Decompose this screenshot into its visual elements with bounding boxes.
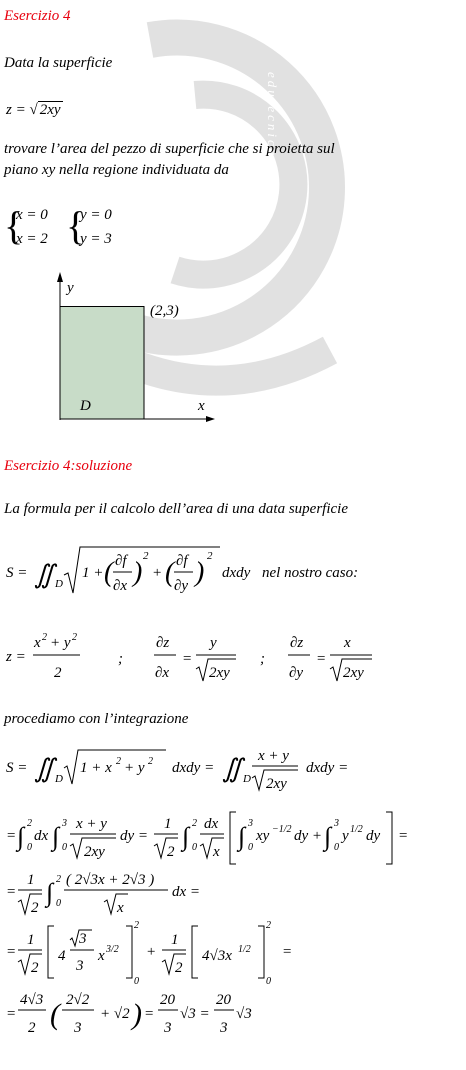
svg-text:∫: ∫ bbox=[324, 822, 332, 851]
svg-text:x + y: x + y bbox=[258, 748, 289, 764]
eq-y-3: y = 3 bbox=[80, 231, 112, 247]
svg-text:−1/2: −1/2 bbox=[272, 824, 292, 835]
svg-text:+: + bbox=[146, 944, 157, 960]
svg-text:(: ( bbox=[165, 557, 175, 588]
svg-text:2: 2 bbox=[27, 818, 32, 829]
svg-text:∬: ∬ bbox=[34, 560, 55, 589]
svg-text:2: 2 bbox=[72, 632, 77, 643]
svg-text:0: 0 bbox=[56, 898, 61, 909]
region-diagram bbox=[0, 270, 466, 430]
svg-text:∂f: ∂f bbox=[176, 553, 188, 569]
svg-text:): ) bbox=[195, 557, 205, 588]
svg-text:∬: ∬ bbox=[34, 754, 55, 783]
svg-text:): ) bbox=[132, 998, 142, 1031]
svg-text:=: = bbox=[6, 944, 17, 960]
svg-text:1/2: 1/2 bbox=[350, 824, 363, 835]
svg-text:;: ; bbox=[118, 651, 123, 667]
svg-text:(: ( bbox=[50, 998, 60, 1031]
svg-text:3: 3 bbox=[79, 931, 87, 947]
svg-text:∫: ∫ bbox=[17, 822, 25, 851]
svg-text:2√2: 2√2 bbox=[66, 992, 90, 1008]
svg-text:0: 0 bbox=[62, 842, 67, 853]
svg-text:2: 2 bbox=[143, 550, 149, 562]
svg-text:2: 2 bbox=[266, 920, 271, 931]
svg-text:0: 0 bbox=[192, 842, 197, 853]
svg-text:): ) bbox=[133, 557, 143, 588]
svg-text:√3 =: √3 = bbox=[180, 1006, 210, 1022]
svg-text:2: 2 bbox=[207, 550, 213, 562]
system-of-equations: { x = 0 x = 2 { y = 0 y = 3 bbox=[4, 203, 112, 248]
svg-text:3: 3 bbox=[220, 1020, 228, 1036]
area-formula bbox=[0, 535, 466, 605]
svg-text:3: 3 bbox=[62, 818, 67, 829]
svg-text:xy: xy bbox=[256, 828, 270, 844]
svg-text:+ √2: + √2 bbox=[100, 1006, 130, 1022]
eq-x-2: x = 2 bbox=[16, 231, 48, 247]
svg-text:∫: ∫ bbox=[46, 878, 54, 907]
svg-text:∬: ∬ bbox=[222, 754, 243, 783]
svg-text:2: 2 bbox=[31, 960, 39, 976]
svg-text:0: 0 bbox=[27, 842, 32, 853]
y-axis-label: y bbox=[67, 280, 74, 296]
solution-title: Esercizio 4:soluzione bbox=[4, 458, 133, 474]
svg-text:1: 1 bbox=[27, 872, 35, 888]
svg-text:2xy: 2xy bbox=[343, 665, 364, 681]
svg-text:=: = bbox=[6, 1006, 17, 1022]
svg-text:2: 2 bbox=[134, 920, 139, 931]
svg-text:2: 2 bbox=[116, 756, 121, 767]
svg-text:∂y: ∂y bbox=[174, 578, 189, 594]
svg-text:∂z: ∂z bbox=[290, 635, 304, 651]
svg-text:4: 4 bbox=[58, 948, 66, 964]
svg-text:dy: dy bbox=[366, 828, 381, 844]
svg-text:2xy: 2xy bbox=[266, 776, 287, 792]
svg-text:D: D bbox=[243, 773, 251, 785]
svg-text:dxdy =: dxdy = bbox=[306, 760, 349, 776]
svg-text:y: y bbox=[210, 635, 217, 651]
svg-text:dx =: dx = bbox=[172, 884, 201, 900]
surface-eq-lhs: z = bbox=[6, 102, 26, 118]
svg-text:2xy: 2xy bbox=[209, 665, 230, 681]
svg-text:∂x: ∂x bbox=[113, 578, 128, 594]
svg-text:∂x: ∂x bbox=[155, 665, 170, 681]
svg-text:x: x bbox=[117, 900, 124, 916]
svg-text:=: = bbox=[398, 828, 409, 844]
svg-text:x: x bbox=[213, 844, 220, 860]
svg-text:2: 2 bbox=[148, 756, 153, 767]
svg-text:∫: ∫ bbox=[182, 822, 190, 851]
svg-text:2: 2 bbox=[192, 818, 197, 829]
svg-text:dxdy =: dxdy = bbox=[172, 760, 215, 776]
svg-text:∂z: ∂z bbox=[156, 635, 170, 651]
svg-text:dy =: dy = bbox=[120, 828, 149, 844]
region-d bbox=[60, 307, 144, 420]
svg-text:2: 2 bbox=[42, 632, 47, 643]
svg-text:3: 3 bbox=[164, 1020, 172, 1036]
task-line-1: trovare l’area del pezzo di superficie che si proietta sul bbox=[4, 141, 335, 157]
svg-text:4√3x: 4√3x bbox=[202, 948, 232, 964]
svg-text:∫: ∫ bbox=[238, 822, 246, 851]
derivatives-line bbox=[0, 625, 466, 685]
svg-text:x: x bbox=[34, 635, 41, 651]
svg-text:20: 20 bbox=[216, 992, 231, 1008]
svg-text:+: + bbox=[152, 565, 163, 581]
svg-text:( 2√3x + 2√3 ): ( 2√3x + 2√3 ) bbox=[66, 872, 155, 888]
svg-text:2: 2 bbox=[167, 844, 175, 860]
svg-text:2: 2 bbox=[56, 874, 61, 885]
svg-text:2: 2 bbox=[28, 1020, 36, 1036]
svg-text:2: 2 bbox=[54, 665, 62, 681]
svg-text:1 +: 1 + bbox=[82, 565, 104, 581]
svg-text:+ y: + y bbox=[50, 635, 71, 651]
svg-text:∂y: ∂y bbox=[289, 665, 304, 681]
svg-text:dx: dx bbox=[204, 816, 219, 832]
watermark-text: edutecnica bbox=[265, 72, 280, 159]
svg-text:dxdy: dxdy bbox=[222, 565, 251, 581]
svg-text:x: x bbox=[344, 635, 351, 651]
svg-text:S =: S = bbox=[6, 760, 28, 776]
svg-text:=: = bbox=[6, 828, 17, 844]
svg-text:;: ; bbox=[260, 651, 265, 667]
svg-text:(: ( bbox=[104, 557, 114, 588]
formula-tail: nel nostro caso: bbox=[262, 565, 359, 581]
intro-text: Data la superficie bbox=[4, 55, 113, 71]
region-label: D bbox=[80, 398, 91, 414]
svg-text:+ y: + y bbox=[124, 760, 145, 776]
svg-text:3: 3 bbox=[248, 818, 253, 829]
eq-y-0: y = 0 bbox=[80, 207, 112, 223]
svg-text:=: = bbox=[316, 651, 327, 667]
svg-text:dy +: dy + bbox=[294, 828, 323, 844]
svg-text:=: = bbox=[144, 1006, 155, 1022]
svg-text:2: 2 bbox=[31, 900, 39, 916]
svg-text:2: 2 bbox=[175, 960, 183, 976]
svg-text:x: x bbox=[98, 948, 105, 964]
svg-text:4√3: 4√3 bbox=[20, 992, 44, 1008]
svg-text:0: 0 bbox=[134, 976, 139, 987]
svg-text:1/2: 1/2 bbox=[238, 944, 251, 955]
formula-intro: La formula per il calcolo dell’area di una data superficie bbox=[4, 501, 348, 517]
eq-x-0: x = 0 bbox=[16, 207, 48, 223]
svg-text:=: = bbox=[182, 651, 193, 667]
surface-eq-radicand: 2xy bbox=[39, 102, 61, 118]
svg-text:=: = bbox=[282, 944, 293, 960]
corner-point-label: (2,3) bbox=[150, 303, 179, 319]
svg-text:=: = bbox=[6, 884, 17, 900]
svg-text:3: 3 bbox=[76, 958, 84, 974]
svg-text:1: 1 bbox=[27, 932, 35, 948]
svg-text:S =: S = bbox=[6, 565, 28, 581]
svg-text:y: y bbox=[342, 828, 349, 844]
svg-text:D: D bbox=[55, 578, 63, 590]
svg-text:∫: ∫ bbox=[52, 822, 60, 851]
svg-text:0: 0 bbox=[334, 842, 339, 853]
svg-text:1: 1 bbox=[171, 932, 179, 948]
svg-text:0: 0 bbox=[248, 842, 253, 853]
svg-text:0: 0 bbox=[266, 976, 271, 987]
svg-text:3/2: 3/2 bbox=[106, 944, 119, 955]
svg-text:z =: z = bbox=[6, 649, 26, 665]
task-line-2: piano xy nella regione individuata da bbox=[4, 162, 229, 178]
exercise-title: Esercizio 4 bbox=[4, 8, 71, 24]
svg-text:3: 3 bbox=[74, 1020, 82, 1036]
svg-text:dx: dx bbox=[34, 828, 49, 844]
y-axis-arrow bbox=[57, 272, 63, 282]
surface-equation: z = √ 2xy bbox=[6, 102, 61, 118]
svg-text:3: 3 bbox=[334, 818, 339, 829]
integration-intro: procediamo con l’integrazione bbox=[4, 711, 189, 727]
integration-steps bbox=[0, 740, 466, 1060]
svg-text:∂f: ∂f bbox=[115, 553, 127, 569]
x-axis-arrow bbox=[206, 416, 215, 422]
svg-text:1 + x: 1 + x bbox=[80, 760, 112, 776]
svg-text:D: D bbox=[55, 773, 63, 785]
svg-text:20: 20 bbox=[160, 992, 175, 1008]
x-axis-label: x bbox=[198, 398, 205, 414]
svg-text:2xy: 2xy bbox=[84, 844, 105, 860]
svg-text:√3: √3 bbox=[236, 1006, 252, 1022]
svg-text:1: 1 bbox=[164, 816, 172, 832]
svg-text:x + y: x + y bbox=[76, 816, 107, 832]
